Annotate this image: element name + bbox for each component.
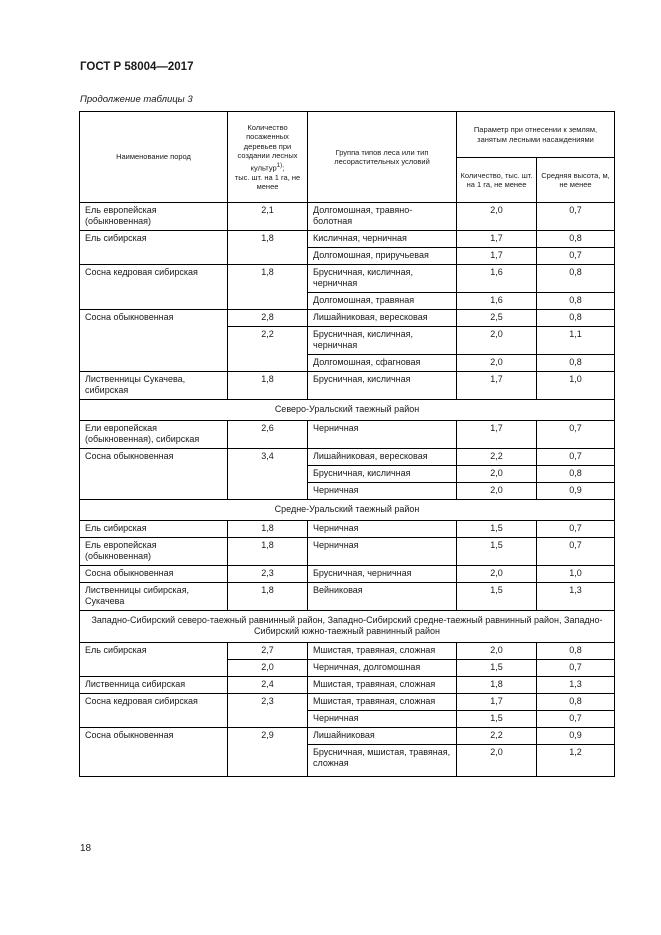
- height-cell: 1,0: [537, 566, 615, 583]
- count-cell: 2,0: [457, 355, 537, 372]
- planted-cell: 3,4: [228, 449, 308, 466]
- page-number: 18: [80, 843, 92, 854]
- height-cell: 0,8: [537, 293, 615, 310]
- count-cell: 2,0: [457, 327, 537, 355]
- forest-plantation-table: [79, 111, 615, 777]
- footnote-mark: 1): [276, 161, 283, 169]
- planted-cell: 1,8: [228, 583, 308, 611]
- planted-cell: 2,7: [228, 643, 308, 660]
- count-cell: 2,0: [457, 566, 537, 583]
- forest-type-cell: Брусничная, кисличная: [308, 372, 457, 400]
- species-cell: Сосна обыкновенная: [80, 728, 228, 745]
- forest-type-cell: Брусничная, кисличная, черничная: [308, 265, 457, 293]
- count-cell: 1,6: [457, 293, 537, 310]
- species-cell: Сосна кедровая сибирская: [80, 265, 228, 293]
- document-header: ГОСТ Р 58004—2017: [80, 61, 194, 73]
- spacer-cell: [537, 772, 615, 777]
- forest-type-cell: Лишайниковая: [308, 728, 457, 745]
- spacer-cell: [308, 772, 457, 777]
- height-cell: 1,2: [537, 745, 615, 773]
- planted-cell: [228, 711, 308, 728]
- height-cell: 0,7: [537, 203, 615, 231]
- height-cell: 0,8: [537, 466, 615, 483]
- height-cell: 1,0: [537, 372, 615, 400]
- forest-type-cell: Мшистая, травяная, сложная: [308, 677, 457, 694]
- header-forest-group: Группа типов леса или тип лесорастительных условий: [308, 112, 457, 203]
- forest-type-cell: Вейниковая: [308, 583, 457, 611]
- table-row: [80, 203, 615, 231]
- forest-type-cell: Мшистая, травяная, сложная: [308, 694, 457, 711]
- header-parameter: Параметр при отнесении к землям, занятым лесными насаждениями: [457, 112, 615, 158]
- count-cell: 1,7: [457, 248, 537, 265]
- table-bottom-spacer: [80, 772, 615, 777]
- table-row: [80, 483, 615, 500]
- species-cell: [80, 660, 228, 677]
- planted-cell: 2,8: [228, 310, 308, 327]
- forest-type-cell: Лишайниковая, вересковая: [308, 310, 457, 327]
- table-row: [80, 248, 615, 265]
- table-row: [80, 694, 615, 711]
- height-cell: 0,7: [537, 248, 615, 265]
- count-cell: 1,8: [457, 677, 537, 694]
- spacer-cell: [457, 772, 537, 777]
- header-planted: [228, 112, 308, 203]
- table-continuation-caption: Продолжение таблицы 3: [80, 94, 193, 105]
- region-section-row: [80, 611, 615, 643]
- planted-cell: 2,3: [228, 694, 308, 711]
- table-row: [80, 421, 615, 449]
- header-height: Средняя высота, м, не менее: [537, 158, 615, 203]
- table-row: [80, 660, 615, 677]
- planted-cell: 2,3: [228, 566, 308, 583]
- height-cell: 0,8: [537, 231, 615, 248]
- planted-cell: 2,6: [228, 421, 308, 449]
- forest-type-cell: Лишайниковая, вересковая: [308, 449, 457, 466]
- table-row: [80, 728, 615, 745]
- forest-type-cell: Черничная: [308, 421, 457, 449]
- species-cell: [80, 483, 228, 500]
- table-row: [80, 449, 615, 466]
- species-cell: [80, 711, 228, 728]
- planted-cell: [228, 466, 308, 483]
- table-row: [80, 355, 615, 372]
- region-section-row: [80, 400, 615, 421]
- count-cell: 1,5: [457, 538, 537, 566]
- count-cell: 2,0: [457, 643, 537, 660]
- planted-cell: [228, 248, 308, 265]
- table-row: [80, 265, 615, 293]
- region-heading: Средне-Уральский таежный район: [80, 500, 615, 521]
- table-row: [80, 583, 615, 611]
- count-cell: 1,7: [457, 372, 537, 400]
- forest-type-cell: Черничная: [308, 711, 457, 728]
- planted-cell: [228, 745, 308, 773]
- table-row: [80, 711, 615, 728]
- table-row: [80, 677, 615, 694]
- species-cell: Ель сибирская: [80, 643, 228, 660]
- header-species: Наименование пород: [80, 112, 228, 203]
- forest-type-cell: Мшистая, травяная, сложная: [308, 643, 457, 660]
- count-cell: 1,7: [457, 231, 537, 248]
- forest-type-cell: Брусничная, кисличная, черничная: [308, 327, 457, 355]
- height-cell: 0,7: [537, 711, 615, 728]
- header-planted-text: Количество посаженных деревьев при создании лесных культур: [237, 122, 298, 172]
- planted-cell: 2,4: [228, 677, 308, 694]
- planted-cell: 1,8: [228, 521, 308, 538]
- table-row: [80, 231, 615, 248]
- table-row: [80, 310, 615, 327]
- height-cell: 0,7: [537, 538, 615, 566]
- count-cell: 1,7: [457, 694, 537, 711]
- species-cell: Сосна обыкновенная: [80, 449, 228, 466]
- height-cell: 0,7: [537, 449, 615, 466]
- forest-type-cell: Долгомошная, приручьевая: [308, 248, 457, 265]
- species-cell: Ель европейская (обыкновенная): [80, 538, 228, 566]
- forest-type-cell: Черничная: [308, 483, 457, 500]
- header-count: Количество, тыс. шт. на 1 га, не менее: [457, 158, 537, 203]
- height-cell: 0,8: [537, 265, 615, 293]
- species-cell: [80, 248, 228, 265]
- count-cell: 1,7: [457, 421, 537, 449]
- species-cell: [80, 293, 228, 310]
- height-cell: 0,8: [537, 355, 615, 372]
- table-row: [80, 643, 615, 660]
- height-cell: 0,8: [537, 643, 615, 660]
- species-cell: Сосна обыкновенная: [80, 566, 228, 583]
- species-cell: Ель европейская (обыкновенная): [80, 203, 228, 231]
- planted-cell: 2,9: [228, 728, 308, 745]
- height-cell: 0,7: [537, 421, 615, 449]
- species-cell: Лиственницы сибирская, Сукачева: [80, 583, 228, 611]
- count-cell: 1,5: [457, 660, 537, 677]
- table-row: [80, 327, 615, 355]
- planted-cell: 1,8: [228, 372, 308, 400]
- header-planted-units: тыс. шт. на 1 га, не менее: [234, 172, 301, 191]
- species-cell: [80, 355, 228, 372]
- region-heading: Северо-Уральский таежный район: [80, 400, 615, 421]
- forest-type-cell: Черничная: [308, 538, 457, 566]
- species-cell: Лиственница сибирская: [80, 677, 228, 694]
- forest-type-cell: Долгомошная, сфагновая: [308, 355, 457, 372]
- count-cell: 2,2: [457, 728, 537, 745]
- table-row: [80, 521, 615, 538]
- height-cell: 0,7: [537, 660, 615, 677]
- count-cell: 2,0: [457, 203, 537, 231]
- region-section-row: [80, 500, 615, 521]
- species-cell: Ели европейская (обыкновенная), сибирская: [80, 421, 228, 449]
- forest-type-cell: Черничная, долгомошная: [308, 660, 457, 677]
- forest-type-cell: Брусничная, кисличная: [308, 466, 457, 483]
- forest-type-cell: Долгомошная, травяно-болотная: [308, 203, 457, 231]
- planted-cell: 2,2: [228, 327, 308, 355]
- planted-cell: 1,8: [228, 231, 308, 248]
- height-cell: 1,3: [537, 583, 615, 611]
- forest-type-cell: Брусничная, мшистая, травяная, сложная: [308, 745, 457, 773]
- species-cell: [80, 745, 228, 773]
- table-row: [80, 745, 615, 773]
- forest-type-cell: Кисличная, черничная: [308, 231, 457, 248]
- height-cell: 0,9: [537, 483, 615, 500]
- count-cell: 2,0: [457, 483, 537, 500]
- spacer-cell: [80, 772, 228, 777]
- height-cell: 0,8: [537, 694, 615, 711]
- table-row: [80, 466, 615, 483]
- count-cell: 1,5: [457, 521, 537, 538]
- forest-type-cell: Черничная: [308, 521, 457, 538]
- planted-cell: 1,8: [228, 538, 308, 566]
- forest-type-cell: Брусничная, черничная: [308, 566, 457, 583]
- species-cell: Ель сибирская: [80, 231, 228, 248]
- count-cell: 2,0: [457, 466, 537, 483]
- planted-cell: 2,1: [228, 203, 308, 231]
- species-cell: Сосна обыкновенная: [80, 310, 228, 327]
- region-heading: Западно-Сибирский северо-таежный равнинный район, Западно-Сибирский средне-таежный равнинный район, Западно-Сибирский южно-таежный равнинный район: [80, 611, 615, 643]
- species-cell: Лиственницы Сукачева, сибирская: [80, 372, 228, 400]
- count-cell: 1,5: [457, 711, 537, 728]
- planted-cell: [228, 293, 308, 310]
- forest-type-cell: Долгомошная, травяная: [308, 293, 457, 310]
- planted-cell: [228, 483, 308, 500]
- species-cell: [80, 327, 228, 355]
- header-planted-sep: ;: [282, 163, 285, 172]
- height-cell: 1,3: [537, 677, 615, 694]
- table-row: [80, 566, 615, 583]
- count-cell: 2,0: [457, 745, 537, 773]
- table-row: [80, 538, 615, 566]
- height-cell: 0,9: [537, 728, 615, 745]
- table-row: [80, 293, 615, 310]
- height-cell: 1,1: [537, 327, 615, 355]
- species-cell: Ель сибирская: [80, 521, 228, 538]
- table-row: [80, 372, 615, 400]
- height-cell: 0,7: [537, 521, 615, 538]
- planted-cell: [228, 355, 308, 372]
- planted-cell: 1,8: [228, 265, 308, 293]
- count-cell: 2,5: [457, 310, 537, 327]
- count-cell: 1,6: [457, 265, 537, 293]
- spacer-cell: [228, 772, 308, 777]
- count-cell: 1,5: [457, 583, 537, 611]
- count-cell: 2,2: [457, 449, 537, 466]
- species-cell: [80, 466, 228, 483]
- species-cell: Сосна кедровая сибирская: [80, 694, 228, 711]
- planted-cell: 2,0: [228, 660, 308, 677]
- height-cell: 0,8: [537, 310, 615, 327]
